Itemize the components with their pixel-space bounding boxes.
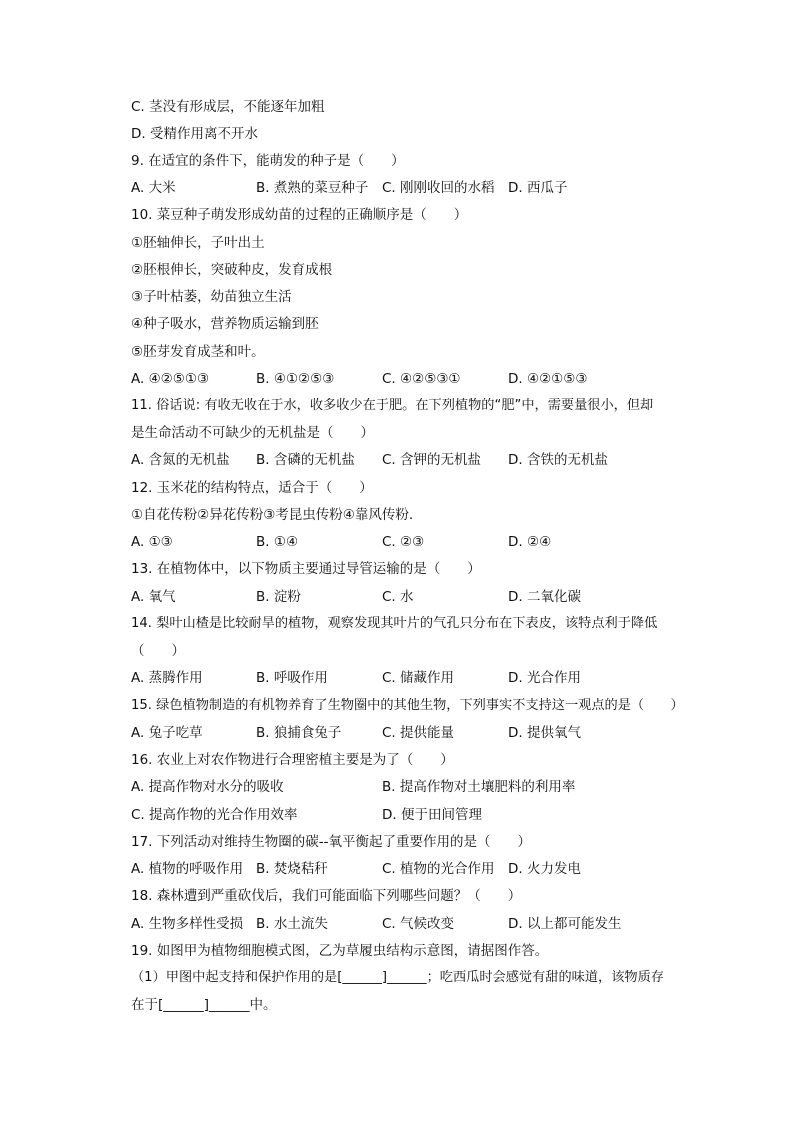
q15-option-c: C. 提供能量 <box>382 725 455 741</box>
q15-option-b: B. 狼捕食兔子 <box>256 725 342 741</box>
q9-option-d: D. 西瓜子 <box>508 180 568 196</box>
q12-option-a: A. ①③ <box>131 534 173 550</box>
question-16: 16. 农业上对农作物进行合理密植主要是为了（ ） <box>131 752 454 768</box>
q14-option-d: D. 光合作用 <box>508 670 581 686</box>
question-18: 18. 森林遭到严重砍伐后，我们可能面临下列哪些问题？（ ） <box>131 888 522 904</box>
q8-option-c: C. 茎没有形成层，不能逐年加粗 <box>131 99 325 115</box>
q17-option-d: D. 火力发电 <box>508 861 581 877</box>
question-12: 12. 玉米花的结构特点，适合于（ ） <box>131 480 373 496</box>
q10-step-5: ⑤胚芽发育成茎和叶。 <box>131 344 265 360</box>
q9-option-a: A. 大米 <box>131 180 176 196</box>
q13-option-b: B. 淀粉 <box>256 589 301 605</box>
q10-step-3: ③子叶枯萎，幼苗独立生活 <box>131 289 292 305</box>
question-13: 13. 在植物体中，以下物质主要通过导管运输的是（ ） <box>131 561 481 577</box>
q10-option-a: A. ④②⑤①③ <box>131 371 210 387</box>
q9-option-b: B. 煮熟的菜豆种子 <box>256 180 369 196</box>
question-10: 10. 菜豆种子萌发形成幼苗的过程的正确顺序是（ ） <box>131 207 468 223</box>
q17-option-b: B. 焚烧秸秆 <box>256 861 328 877</box>
q14-option-b: B. 呼吸作用 <box>256 670 328 686</box>
q10-option-c: C. ④②⑤③① <box>382 371 461 387</box>
question-14-line-1: 14. 梨叶山楂是比较耐旱的植物，观察发现其叶片的气孔只分布在下表皮，该特点利于降低 <box>131 616 658 631</box>
q16-option-c: C. 提高作物的光合作用效率 <box>131 807 298 823</box>
q18-option-b: B. 水土流失 <box>256 916 328 932</box>
q12-option-d: D. ②④ <box>508 534 552 550</box>
q15-option-a: A. 兔子吃草 <box>131 725 203 741</box>
q10-option-b: B. ④①②⑤③ <box>256 371 335 387</box>
q13-option-c: C. 水 <box>382 589 414 605</box>
q12-option-b: B. ①④ <box>256 534 299 550</box>
q16-option-a: A. 提高作物对水分的吸收 <box>131 779 284 795</box>
q11-option-d: D. 含铁的无机盐 <box>508 452 608 468</box>
q9-option-c: C. 刚刚收回的水稻 <box>382 180 495 196</box>
question-15: 15. 绿色植物制造的有机物养育了生物圈中的其他生物，下列事实不支持这一观点的是（ ） <box>131 698 684 713</box>
q10-option-d: D. ④②①⑤③ <box>508 371 588 387</box>
q11-option-b: B. 含磷的无机盐 <box>256 452 355 468</box>
q18-option-a: A. 生物多样性受损 <box>131 916 244 932</box>
q16-option-b: B. 提高作物对土壤肥料的利用率 <box>382 779 576 795</box>
q8-option-d: D. 受精作用离不开水 <box>131 126 258 142</box>
q19-part-1-line-2: 在于[______]______中。 <box>131 997 277 1013</box>
q13-option-a: A. 氧气 <box>131 589 176 605</box>
question-11-line-2: 是生命活动不可缺少的无机盐是（ ） <box>131 425 374 441</box>
q17-option-a: A. 植物的呼吸作用 <box>131 861 244 877</box>
q12-statements: ①自花传粉②异花传粉③考昆虫传粉④靠风传粉. <box>131 507 414 523</box>
q18-option-d: D. 以上都可能发生 <box>508 916 622 932</box>
question-11-line-1: 11. 俗话说: 有收无收在于水，收多收少在于肥。在下列植物的“肥”中，需要量很小，但却 <box>131 398 654 413</box>
question-9: 9. 在适宜的条件下，能萌发的种子是（ ） <box>131 153 405 169</box>
q17-option-c: C. 植物的光合作用 <box>382 861 495 877</box>
q11-option-a: A. 含氮的无机盐 <box>131 452 230 468</box>
q15-option-d: D. 提供氧气 <box>508 725 581 741</box>
question-14-line-2: （ ） <box>131 643 185 659</box>
question-17: 17. 下列活动对维持生物圈的碳--氧平衡起了重要作用的是（ ） <box>131 834 532 850</box>
q19-part-1-line-1: （1）甲图中起支持和保护作用的是[______]______；吃西瓜时会感觉有甜的味道，该物质存 <box>131 970 664 985</box>
q11-option-c: C. 含钾的无机盐 <box>382 452 482 468</box>
q13-option-d: D. 二氧化碳 <box>508 589 581 605</box>
q16-option-d: D. 便于田间管理 <box>382 807 482 823</box>
q10-step-4: ④种子吸水，营养物质运输到胚 <box>131 316 319 332</box>
q14-option-c: C. 储藏作用 <box>382 670 455 686</box>
q18-option-c: C. 气候改变 <box>382 916 455 932</box>
q10-step-1: ①胚轴伸长，子叶出土 <box>131 235 265 251</box>
question-19: 19. 如图甲为植物细胞模式图，乙为草履虫结构示意图，请据图作答。 <box>131 943 549 959</box>
q12-option-c: C. ②③ <box>382 534 425 550</box>
q10-step-2: ②胚根伸长，突破种皮，发育成根 <box>131 262 333 278</box>
q14-option-a: A. 蒸腾作用 <box>131 670 203 686</box>
